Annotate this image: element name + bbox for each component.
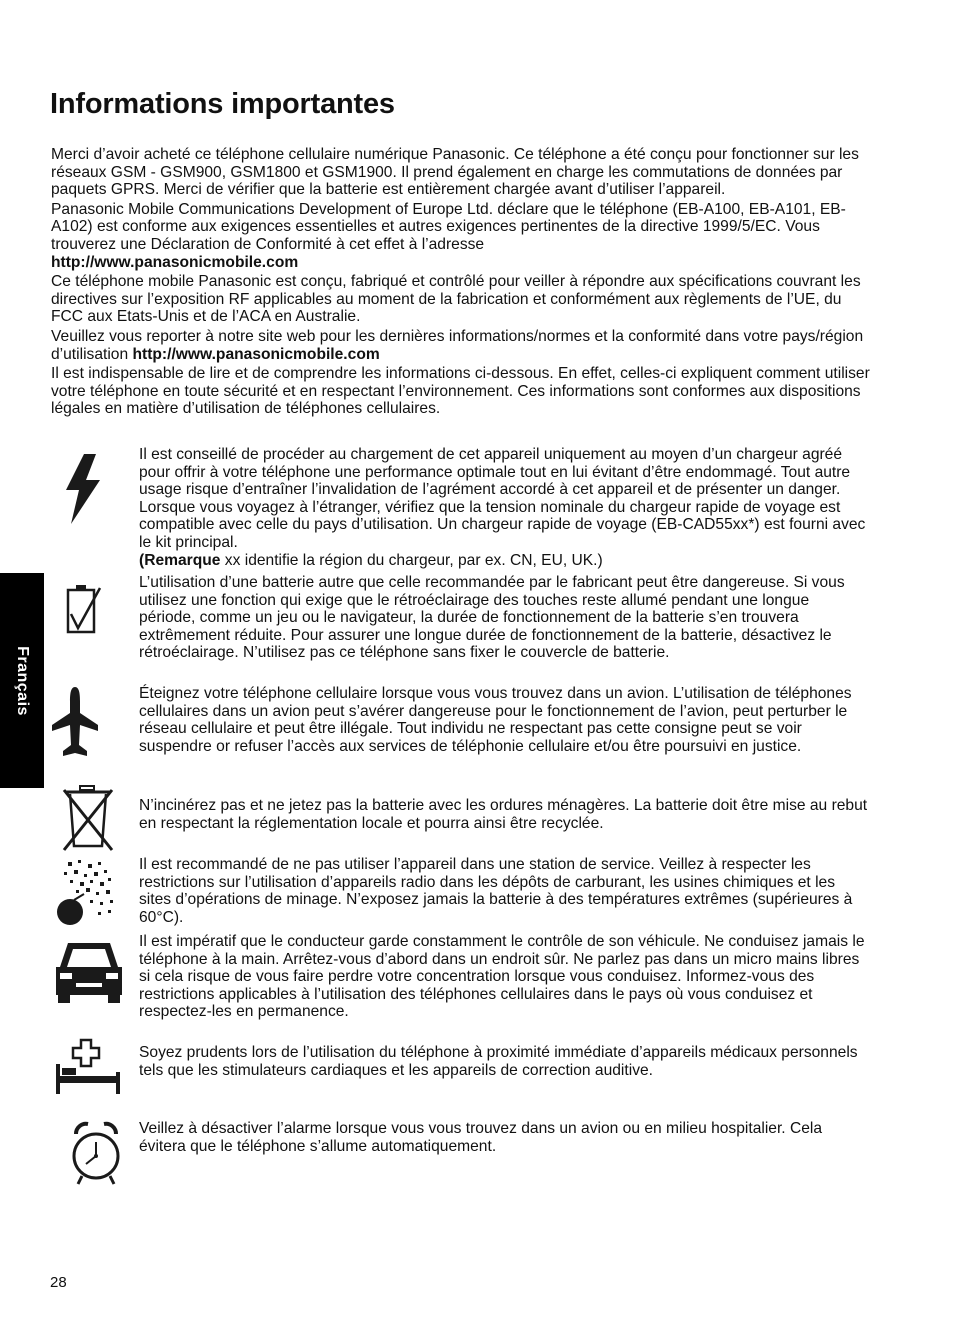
intro-paragraph: Ce téléphone mobile Panasonic est conçu, fabriqué et contrôlé pour veiller à répondre aux spécifications couvrant les directives sur l’exposition RF applicables au moment de la fabrication et conformément aux règlements de l’UE, du FCC aux Etats-Unis et de l’ACA en Australie.	[51, 273, 861, 326]
warning-text: Veillez à désactiver l’alarme lorsque vous vous trouvez dans un avion ou en milieu hospitalier. Cela évitera que le téléphone s’allume automatiquement.	[139, 1120, 823, 1155]
language-tab	[0, 573, 44, 788]
website-text: Veuillez vous reporter à notre site web pour les dernières informations/normes et la conformité dans votre pays/région d’utilisation	[51, 327, 864, 363]
warning-text: Il est recommandé de ne pas utiliser l’appareil dans une station de service. Veillez à respecter les restrictions sur l’utilisation d’appareils radio dans les dépôts de carburant, les usines chimiques et les sites d’opérations de minage. N’exposez jamais la batterie à des températures extrêmes (supérieures à 60°C).	[139, 856, 853, 926]
explosion-icon	[54, 858, 116, 928]
page-number: 28	[50, 1274, 67, 1291]
page-title: Informations importantes	[50, 88, 395, 120]
intro-paragraph: Merci d’avoir acheté ce téléphone cellulaire numérique Panasonic. Ce téléphone a été conçu pour fonctionner sur les réseaux GSM - GSM900, GSM1800 et GSM1900. Il prend également en charge les commutations de données par paquets GPRS. Merci de vérifier que la batterie est entièrement chargée avant d’utiliser l’appareil.	[51, 146, 859, 199]
intro-paragraph	[51, 328, 871, 363]
alarm-clock-icon	[70, 1118, 122, 1188]
warning-text: N’incinérez pas et ne jetez pas la batterie avec les ordures ménagères. La batterie doit être mise au rebut en respectant la réglementation locale et pourra ainsi être recyclée.	[139, 797, 868, 832]
warning-text: Il est conseillé de procéder au chargement de cet appareil uniquement au moyen d’un chargeur agréé pour offrir à votre téléphone une performance optimale tout en lui évitant d’être endommagé. Tout autre usage risque d’entraîner l’invalidation de l’agrément accordé à cet appareil et de présenter un danger. Lorsque vous voyagez à l’étranger, vérifiez que la tension nominale du chargeur rapide de voyage est compatible avec celle du pays d’utilisation. Un chargeur rapide de voyage (EB-CAD55xx*) est fourni avec le kit principal. (Remarque xx identifie la région du chargeur, par ex. CN, EU, UK.)	[139, 446, 866, 569]
warning-text: Éteignez votre téléphone cellulaire lorsque vous vous trouvez dans un avion. L’utilisation de téléphones cellulaires dans un avion peut s’avérer dangereuse pour le fonctionnement de l’avion, peut perturber le réseau cellulaire et peut être illégale. Tout individu ne respectant pas cette consigne peut se voir suspendre or refuser l’accès aux services de téléphonie cellulaire et/ou être poursuivi en justice.	[139, 685, 852, 755]
language-tab-label: Français	[14, 645, 31, 716]
note-label: (Remarque	[139, 551, 221, 569]
battery-check-icon	[64, 584, 104, 634]
crossed-bin-icon	[60, 784, 118, 854]
warning-text: Il est impératif que le conducteur garde constamment le contrôle de son véhicule. Ne conduisez jamais le téléphone à la main. Arrêtez-vous d’abord dans un endroit sûr. Ne parlez pas dans un micro mains libres si cela risque de vous faire perdre votre concentration lorsque vous conduisez. Informez-vous des restrictions applicables à l’utilisation des téléphones cellulaires dans le pays où vous conduisez et respectez-les en permanence.	[139, 933, 865, 1021]
intro-paragraph	[51, 201, 871, 271]
warning-text: Soyez prudents lors de l’utilisation du téléphone à proximité immédiate d’appareils médicaux personnels tels que les stimulateurs cardiaques et les appareils de correction auditive.	[139, 1044, 858, 1079]
warning-text: L’utilisation d’une batterie autre que celle recommandée par le fabricant peut être dangereuse. Si vous utilisez une fonction qui exige que le rétroéclairage des touches reste allumé pendant une longue période, comme un jeu ou le navigateur, la durée de fonctionnement de la batterie s’en trouvera extrêmement réduite. Pour assurer une longue durée de fonctionnement de la batterie, désactivez le rétroéclairage. N’utilisez pas ce téléphone sans fixer le couvercle de batterie.	[139, 574, 845, 662]
lightning-bolt-icon	[58, 452, 110, 526]
hospital-bed-icon	[54, 1036, 124, 1096]
car-icon	[54, 939, 124, 1005]
declaration-text: Panasonic Mobile Communications Development of Europe Ltd. déclare que le téléphone (EB-A100, EB-A101, EB-A102) est conforme aux exigences essentielles et autres exigences pertinentes de la directive 1999/5/EC. Vous trouverez une Déclaration de Conformité à cet effet à l’adresse	[51, 200, 846, 253]
airplane-icon	[52, 687, 98, 759]
intro-section	[51, 146, 871, 420]
website-link[interactable]: http://www.panasonicmobile.com	[132, 345, 380, 363]
intro-paragraph: Il est indispensable de lire et de comprendre les informations ci-dessous. En effet, celles-ci expliquent comment utiliser votre téléphone en toute sécurité et en respectant l’environnement. Ces informations sont conformes aux dispositions légales en matière d’utilisation de téléphones cellulaires.	[51, 365, 870, 418]
declaration-link[interactable]: http://www.panasonicmobile.com	[51, 253, 299, 271]
note-text: xx identifie la région du chargeur, par ex. CN, EU, UK.)	[220, 551, 603, 569]
